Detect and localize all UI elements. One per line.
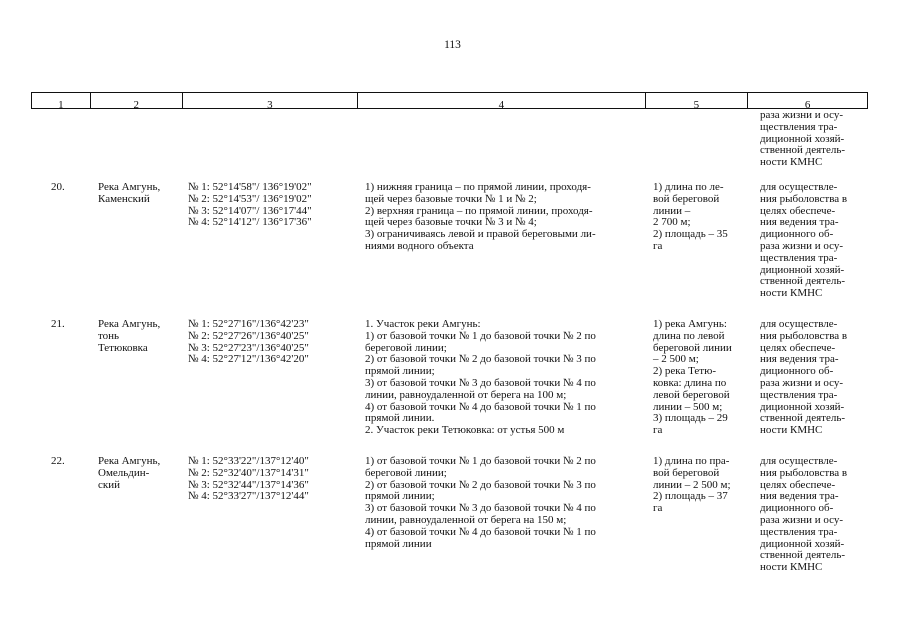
water-body-name: Река Амгунь, тонь Тетюковка bbox=[98, 318, 161, 354]
base-point-coordinates: № 1: 52°33'22"/137°12'40" № 2: 52°32'40"/137°14'31" № 3: 52°32'44"/137°14'36" № 4: 52°33'27"/137°12'44" bbox=[188, 455, 309, 503]
header-cell-4: 4 bbox=[358, 93, 645, 109]
table-header-row bbox=[31, 92, 868, 109]
text-line: ществления тра- bbox=[760, 120, 838, 133]
text-line: раза жизни и осу- bbox=[760, 109, 844, 121]
boundary-description: 1) нижняя граница – по прямой линии, проходя- щей через базовые точки № 1 и № 2; 2) верхняя граница – по прямой линии, проходя- щей через базовые точки № 3 и № 4; 3) ограничиваясь левой и правой береговыми ли- ниями водного объекта bbox=[365, 181, 596, 252]
water-body-name: Река Амгунь, Каменский bbox=[98, 181, 161, 205]
header-cell-2: 2 bbox=[91, 93, 183, 109]
header-cell-1: 1 bbox=[32, 93, 91, 109]
header-cell-3: 3 bbox=[183, 93, 359, 109]
row-number: 20. bbox=[51, 181, 65, 193]
usage-purpose: для осуществле- ния рыболовства в целях обеспече- ния ведения тра- диционного об- раза жизни и осу- ществления тра- диционной хозяй- ственной деятель- ности КМНС bbox=[760, 455, 848, 574]
water-body-name: Река Амгунь, Омельдин- ский bbox=[98, 455, 161, 491]
base-point-coordinates: № 1: 52°27'16"/136°42'23" № 2: 52°27'26"/136°40'25" № 3: 52°27'23"/136°40'25" № 4: 52°27'12"/136°42'20" bbox=[188, 318, 309, 366]
boundary-description: 1. Участок реки Амгунь: 1) от базовой точки № 1 до базовой точки № 2 по береговой линии; 2) от базовой точки № 2 до базовой точки № 3 по прямой линии; 3) от базовой точки № 3 до базовой точки № 4 по линии, равноудаленной от берега на 100 м; 4) от базовой точки № 4 до базовой точки № 1 по прямой линии. 2. Участок реки Тетюковка: от устья 500 м bbox=[365, 318, 596, 437]
header-cell-5: 5 bbox=[646, 93, 749, 109]
row-number: 21. bbox=[51, 318, 65, 330]
header-cell-6: 6 bbox=[804, 99, 811, 111]
usage-purpose: для осуществле- ния рыболовства в целях обеспече- ния ведения тра- диционного об- раза жизни и осу- ществления тра- диционной хозяй- ственной деятель- ности КМНС bbox=[760, 181, 848, 300]
row-number: 22. bbox=[51, 455, 65, 467]
text-line: диционной хозяй- bbox=[760, 132, 845, 145]
usage-purpose: для осуществле- ния рыболовства в целях обеспече- ния ведения тра- диционного об- раза жизни и осу- ществления тра- диционной хозяй- ственной деятель- ности КМНС bbox=[760, 318, 848, 437]
area-size: 1) река Амгунь: длина по левой береговой линии – 2 500 м; 2) река Тетю- ковка: длина по левой береговой линии – 500 м; 3) площадь – 29 га bbox=[653, 318, 732, 437]
boundary-description: 1) от базовой точки № 1 до базовой точки № 2 по береговой линии; 2) от базовой точки № 2 до базовой точки № 3 по прямой линии; 3) от базовой точки № 3 до базовой точки № 4 по линии, равноудаленной от берега на 150 м; 4) от базовой точки № 4 до базовой точки № 1 по прямой линии bbox=[365, 455, 596, 550]
area-size: 1) длина по ле- вой береговой линии – 2 700 м; 2) площадь – 35 га bbox=[653, 181, 728, 252]
base-point-coordinates: № 1: 52°14'58"/ 136°19'02" № 2: 52°14'53"/ 136°19'02" № 3: 52°14'07"/ 136°17'44" № 4: 52°14'12"/ 136°17'36" bbox=[188, 181, 312, 229]
page-number: 113 bbox=[444, 39, 461, 51]
text-line: ности КМНС bbox=[760, 156, 823, 169]
text-line: ственной деятель- bbox=[760, 144, 846, 157]
continuation-cell-purpose bbox=[760, 110, 870, 169]
area-size: 1) длина по пра- вой береговой линии – 2 500 м; 2) площадь – 37 га bbox=[653, 455, 731, 515]
